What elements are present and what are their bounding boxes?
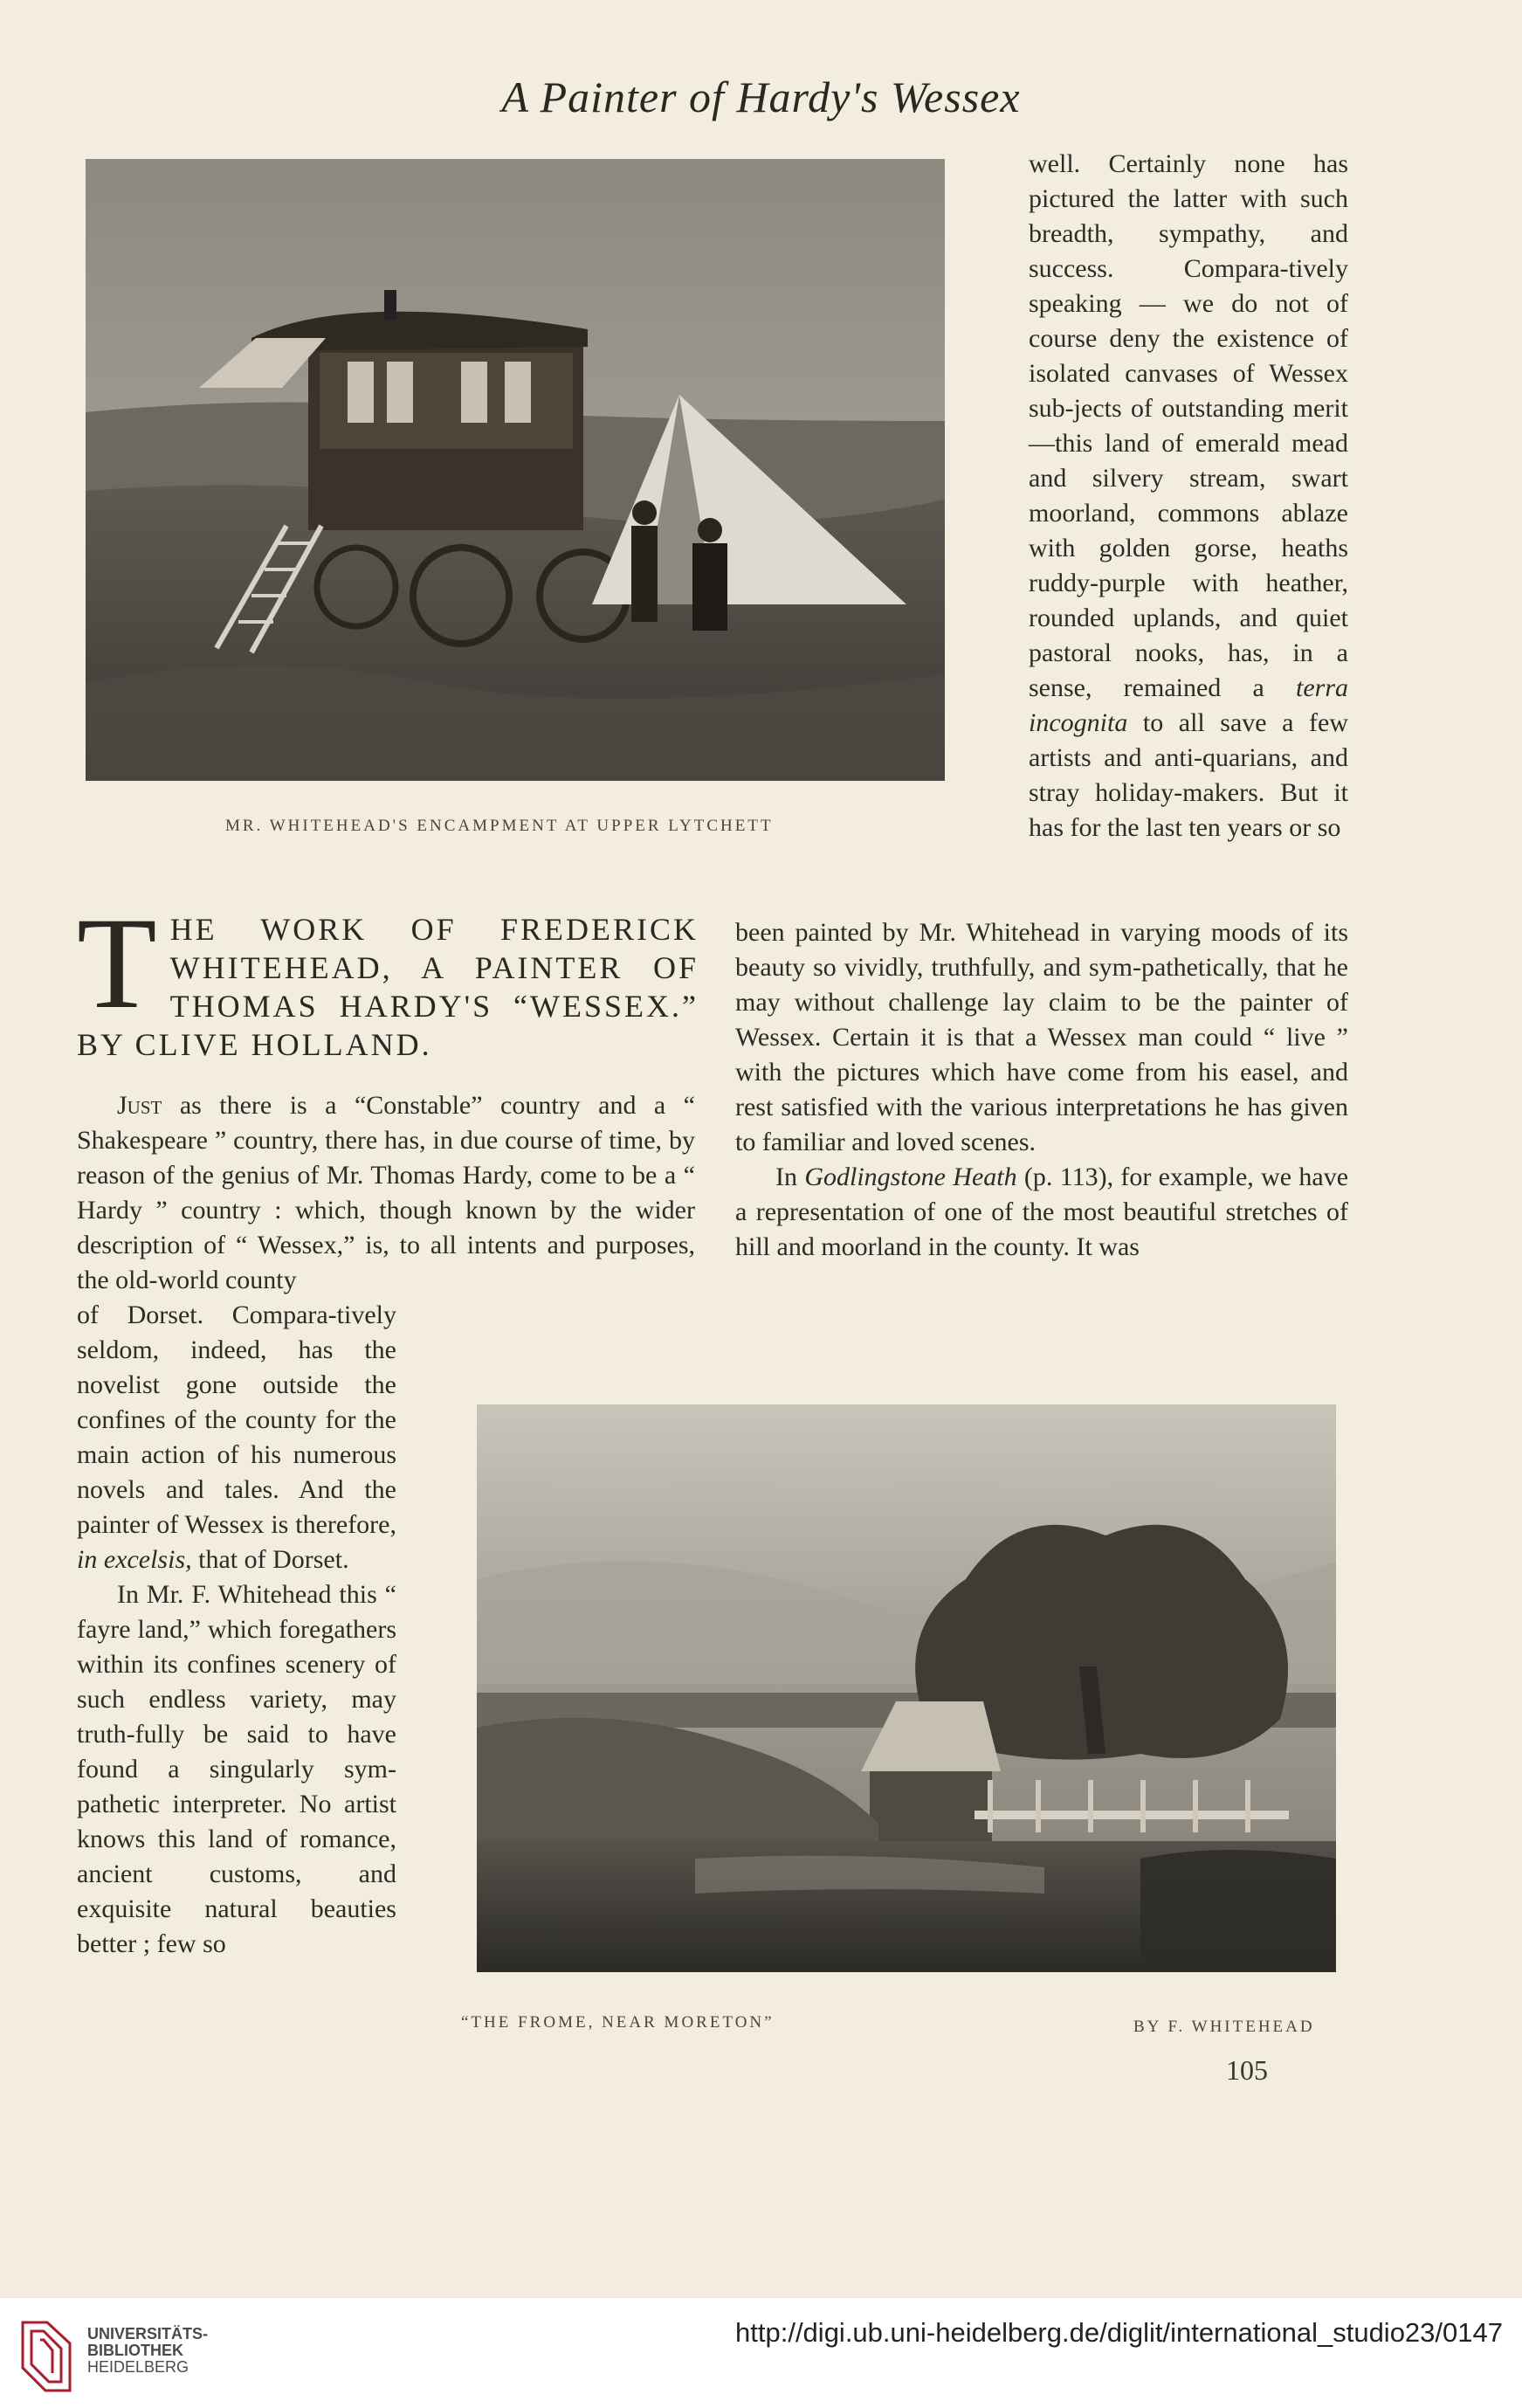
right-mid-paragraph-2 — [735, 1160, 1348, 1265]
frome-painting — [477, 1404, 1336, 1972]
right-top-paragraph: well. Certainly none has pictured the latter with such breadth, sympathy, and success. Compara-tively speaking — we do not of course deny the existence of isolated canvases of Wessex sub-jects of outstanding merit —this land of emerald mead and silvery stream, swart moorland, commons ablaze with golden gorse, heaths ruddy-purple with heather, rounded uplands, and quiet pastoral nooks, has, in a sense, remained a — [1029, 149, 1348, 702]
library-logo-text — [87, 2317, 208, 2376]
right-top-italic: terra incognita — [1029, 673, 1349, 737]
logo-line-1: UNIVERSITÄTS- — [87, 2325, 209, 2342]
narrow-paragraph-1: of Dorset. Compara-tively seldom, indeed, has the novelist gone outside the confines of the county for the main action of his numerous novels and tales. And the painter of Wessex is therefore, — [77, 1301, 396, 1539]
logo-line-2: BIBLIOTHEK — [87, 2342, 183, 2359]
running-head: A Painter of Hardy's Wessex — [501, 72, 1021, 121]
library-logo[interactable] — [17, 2317, 244, 2396]
right-top-paragraph-end: to all save a few artists and anti-quarians, and stray holiday-makers. But it has for the last ten years or so — [1029, 708, 1349, 842]
right-mid-p2-italic: Godlingstone Heath — [804, 1163, 1017, 1191]
footer-bar — [0, 2297, 1522, 2408]
left-column-narrow-text — [77, 1298, 396, 1962]
opening-paragraph: as there is a “Constable” country and a “ Shakespeare ” country, there has, in due course of time, by reason of the genius of Mr. Thomas Hardy, come to be a “ Hardy ” country : which, though known by the wider description of “ Wessex,” is, to all intents and purposes, the old-world county — [77, 1091, 695, 1294]
logo-line-3: HEIDELBERG — [87, 2358, 189, 2376]
page-number: 105 — [1226, 2054, 1268, 2086]
encampment-caption: MR. WHITEHEAD'S ENCAMPMENT AT UPPER LYTCHETT — [225, 817, 774, 835]
right-mid-paragraph-1: been painted by Mr. Whitehead in varying moods of its beauty so vividly, truthfully, and sym-pathetically, that he may without challenge lay claim to be the painter of Wessex. Certain it is that a Wessex man could “ live ” with the pictures which have come from his easel, and rest satisfied with the various interpretations he has given to familiar and loved scenes. — [735, 918, 1348, 1156]
title-byline: BY CLIVE HOLLAND. — [77, 1027, 432, 1062]
title-line-3: THOMAS HARDY'S “WESSEX.” — [169, 989, 699, 1024]
title-dropcap: T — [77, 891, 160, 1036]
frome-credit: BY F. WHITEHEAD — [1133, 2018, 1315, 2036]
narrow-paragraph-2: In Mr. F. Whitehead this “ fayre land,” which foregathers within its confines scenery of such endless variety, may truth-fully be said to have found a singularly sym-pathetic interpreter. No artist knows this land of romance, ancient customs, and exquisite natural beauties better ; few so — [77, 1580, 396, 1958]
left-column-opening-text — [77, 1088, 695, 1298]
opening-smallcap: Just — [117, 1091, 162, 1120]
narrow-paragraph-1-end: that of Dorset. — [198, 1545, 349, 1574]
library-logo-icon — [17, 2317, 79, 2396]
article-title — [77, 891, 699, 1064]
right-mid-p2-start: In — [775, 1163, 797, 1191]
right-column-mid-text — [735, 915, 1348, 1265]
title-line-2: WHITEHEAD, A PAINTER OF — [169, 950, 699, 985]
narrow-paragraph-1-italic: in excelsis, — [77, 1545, 192, 1574]
encampment-photo — [86, 159, 945, 781]
frome-caption: “THE FROME, NEAR MORETON” — [461, 2013, 775, 2032]
right-column-top-text — [1029, 147, 1348, 845]
title-line-1: HE WORK OF FREDERICK — [169, 912, 699, 947]
right-mid-p2-end: (p. 113), for example, we have a representation of one of the most beautiful stretches of hill and moorland in the county. It was — [735, 1163, 1349, 1261]
source-url[interactable]: http://digi.ub.uni-heidelberg.de/diglit/international_studio23/0147 — [735, 2317, 1503, 2348]
